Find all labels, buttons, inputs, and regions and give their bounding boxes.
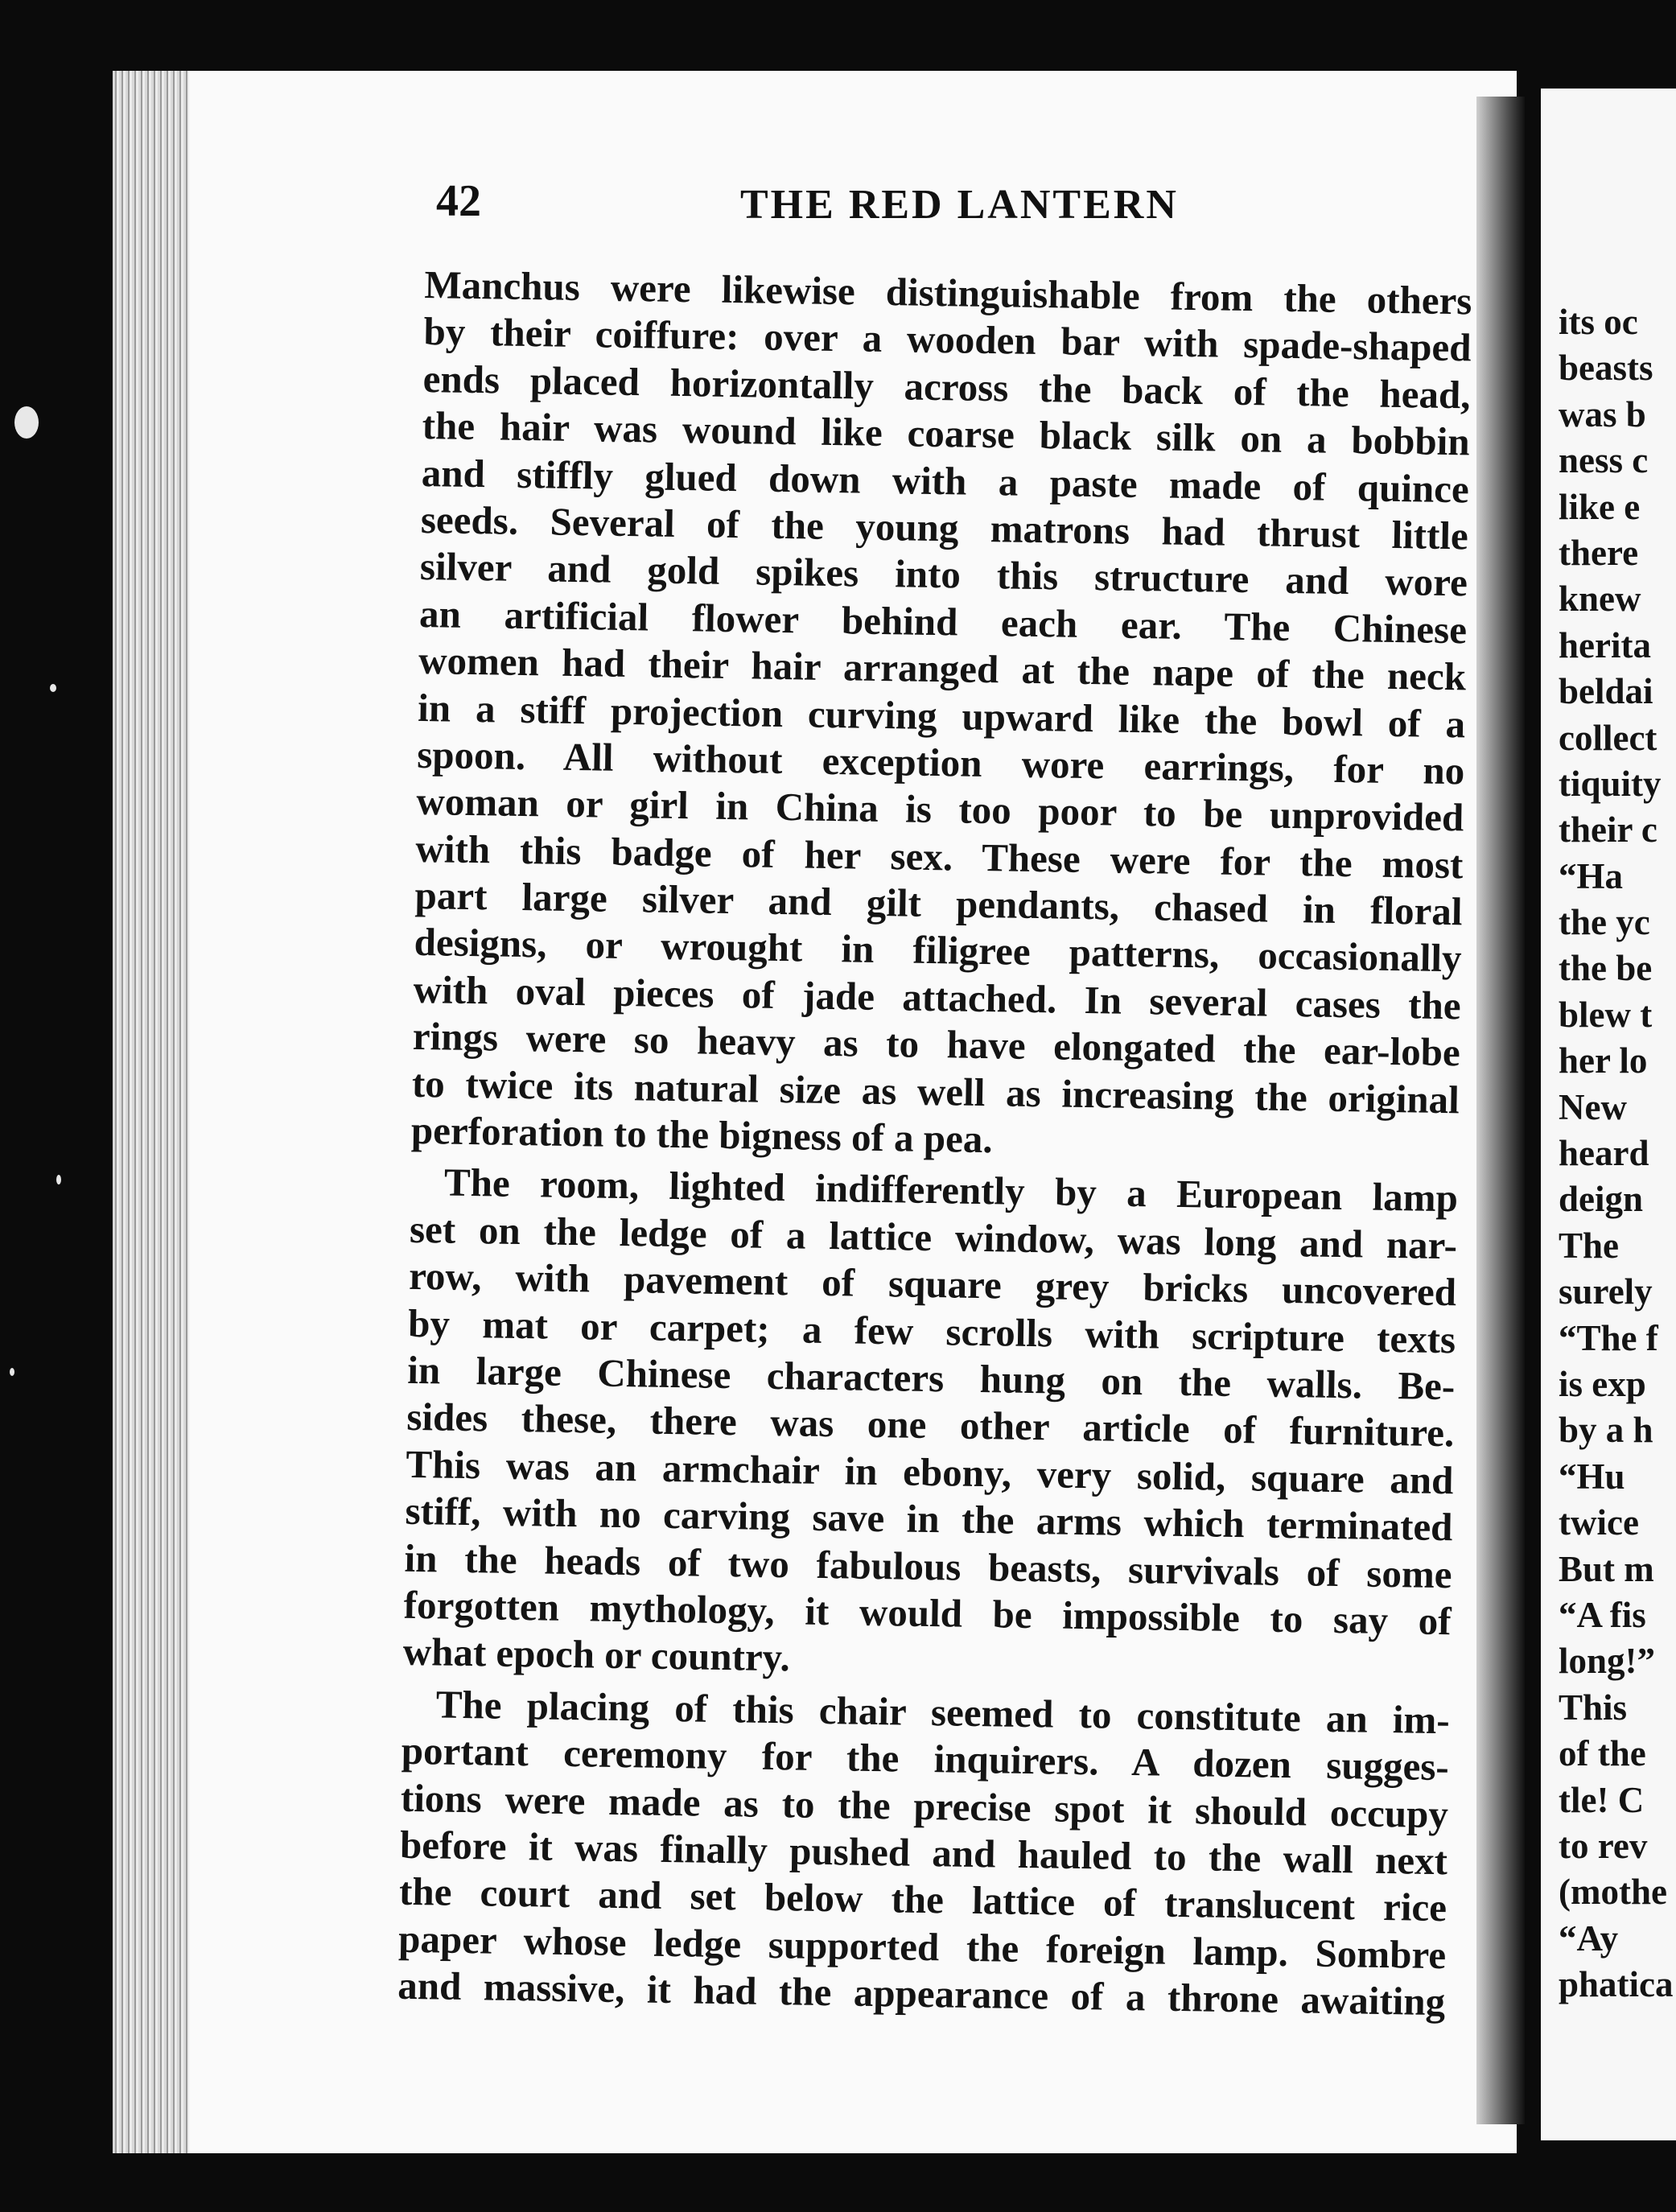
facing-text-line: heard bbox=[1559, 1133, 1649, 1174]
facing-text-line: The bbox=[1559, 1225, 1620, 1266]
text-line: portant ceremony for the inquirers. A dozen sugges- bbox=[401, 1728, 1450, 1790]
text-line: stiff, with no carving save in the arms which terminated bbox=[405, 1488, 1453, 1550]
text-line: set on the ledge of a lattice window, was long and nar- bbox=[409, 1206, 1458, 1268]
facing-text-line: surely bbox=[1559, 1271, 1653, 1312]
text-line: sides these, there was one other article of furniture. bbox=[406, 1394, 1455, 1456]
text-line: designs, or wrought in filigree patterns, occasionally bbox=[414, 920, 1462, 981]
text-line: with this badge of her sex. These were for the most bbox=[415, 826, 1464, 888]
page-edges bbox=[113, 71, 189, 2153]
facing-text-line: phatica bbox=[1559, 1964, 1674, 2005]
text-line: the hair was wound like coarse black silk on a bobbin bbox=[422, 403, 1471, 464]
facing-text-line: her lo bbox=[1559, 1040, 1648, 1081]
scan-speck bbox=[10, 1368, 14, 1376]
text-line: spoon. All without exception wore earrings, for no bbox=[416, 731, 1465, 793]
facing-text-line: But m bbox=[1559, 1548, 1654, 1589]
facing-text-line: New bbox=[1559, 1086, 1627, 1127]
text-line: This was an armchair in ebony, very solid, square and bbox=[406, 1441, 1454, 1503]
text-line: in large Chinese characters hung on the walls. Be- bbox=[406, 1347, 1456, 1409]
text-line: what epoch or country. bbox=[402, 1629, 791, 1680]
facing-text-line: like e bbox=[1559, 486, 1641, 527]
facing-text-line: herita bbox=[1559, 624, 1651, 665]
facing-text-line: the be bbox=[1559, 948, 1653, 989]
scan-speck bbox=[14, 406, 39, 439]
text-line: woman or girl in China is too poor to be unprovided bbox=[416, 779, 1464, 840]
text-line: paper whose ledge supported the foreign lamp. Sombre bbox=[397, 1916, 1447, 1977]
facing-text-line: ness c bbox=[1559, 440, 1649, 481]
text-line: part large silver and gilt pendants, chased in floral bbox=[414, 872, 1463, 934]
text-line: The placing of this chair seemed to constitute an im- bbox=[435, 1682, 1451, 1742]
text-line: and massive, it had the appearance of a throne awaiting bbox=[397, 1963, 1446, 2025]
facing-text-line: long!” bbox=[1559, 1641, 1656, 1682]
text-line: by their coiffure: over a wooden bar with spade-shaped bbox=[423, 309, 1472, 370]
text-line: seeds. Several of the young matrons had thrust little bbox=[420, 496, 1469, 558]
facing-text-line: tle! C bbox=[1559, 1779, 1645, 1820]
book-gutter bbox=[1476, 97, 1525, 2124]
facing-text-line: of the bbox=[1559, 1733, 1646, 1774]
facing-text-line: to rev bbox=[1559, 1825, 1648, 1866]
facing-text-line: “The f bbox=[1559, 1317, 1658, 1358]
facing-text-line: is exp bbox=[1559, 1363, 1646, 1404]
facing-text-line: “Ay bbox=[1559, 1917, 1619, 1959]
text-line: silver and gold spikes into this structure and wore bbox=[419, 544, 1468, 605]
text-line: ends placed horizontally across the back of the head, bbox=[422, 356, 1471, 418]
page-number: 42 bbox=[436, 176, 481, 226]
facing-text-line: collect bbox=[1559, 717, 1657, 758]
scan-speck bbox=[50, 684, 56, 692]
text-line: in the heads of two fabulous beasts, survivals of some bbox=[404, 1535, 1452, 1596]
text-line: forgotten mythology, it would be impossible to say of bbox=[403, 1582, 1452, 1644]
facing-text-line: its oc bbox=[1559, 302, 1638, 342]
facing-text-line: beldai bbox=[1559, 671, 1653, 712]
text-line: row, with pavement of square grey bricks uncovered bbox=[408, 1254, 1457, 1315]
facing-text-line: “Hu bbox=[1559, 1456, 1625, 1497]
text-line: tions were made as to the precise spot it should occupy bbox=[400, 1775, 1449, 1836]
facing-text-line: their c bbox=[1559, 809, 1657, 851]
facing-page-text bbox=[1559, 299, 1674, 2008]
facing-text-line: beasts bbox=[1559, 348, 1653, 389]
main-text-block bbox=[397, 262, 1472, 2026]
facing-text-line: was b bbox=[1559, 393, 1646, 435]
facing-text-line: there bbox=[1559, 532, 1639, 573]
facing-text-line: (mothe bbox=[1559, 1872, 1667, 1913]
scan-speck bbox=[56, 1175, 61, 1184]
text-line: The room, lighted indifferently by a European lamp bbox=[443, 1160, 1459, 1221]
facing-page bbox=[1541, 89, 1676, 2140]
facing-text-line: This bbox=[1559, 1687, 1628, 1728]
text-line: by mat or carpet; a few scrolls with scripture texts bbox=[407, 1300, 1456, 1361]
facing-text-line: the yc bbox=[1559, 902, 1650, 943]
text-line: with oval pieces of jade attached. In several cases the bbox=[413, 966, 1462, 1028]
facing-text-line: “A fis bbox=[1559, 1594, 1646, 1635]
text-line: Manchus were likewise distinguishable from the others bbox=[424, 262, 1472, 323]
text-line: an artificial flower behind each ear. The Chinese bbox=[418, 591, 1468, 653]
facing-text-line: tiquity bbox=[1559, 763, 1662, 804]
facing-text-line: deign bbox=[1559, 1179, 1644, 1220]
text-line: to twice its natural size as well as increasing the original bbox=[411, 1061, 1460, 1122]
facing-text-line: by a h bbox=[1559, 1410, 1653, 1451]
running-head-title: THE RED LANTERN bbox=[740, 182, 1179, 228]
facing-text-line: knew bbox=[1559, 579, 1641, 620]
text-line: the court and set below the lattice of translucent rice bbox=[398, 1869, 1447, 1930]
facing-text-line: “Ha bbox=[1559, 855, 1624, 896]
facing-text-line: blew t bbox=[1559, 994, 1653, 1035]
text-line: and stiffly glued down with a paste made of quince bbox=[421, 450, 1470, 511]
facing-text-line: twice bbox=[1559, 1502, 1639, 1543]
text-line: in a stiff projection curving upward like the bowl of a bbox=[417, 685, 1466, 746]
text-line: before it was finally pushed and hauled to the wall next bbox=[399, 1822, 1448, 1884]
text-line: perforation to the bigness of a pea. bbox=[410, 1107, 994, 1162]
text-line: women had their hair arranged at the nape of the neck bbox=[418, 638, 1467, 699]
text-line: rings were so heavy as to have elongated the ear-lobe bbox=[412, 1014, 1461, 1075]
